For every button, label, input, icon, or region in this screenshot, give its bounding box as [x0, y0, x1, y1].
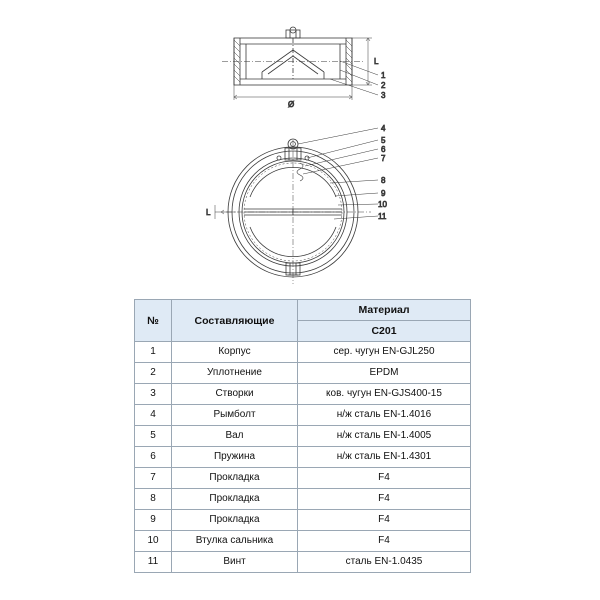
cell-component: Прокладка	[172, 510, 298, 531]
cell-material: F4	[298, 489, 471, 510]
dim-length-top-label: L	[374, 57, 379, 66]
parts-table	[134, 299, 471, 573]
cell-material: н/ж сталь EN-1.4301	[298, 447, 471, 468]
header-material: Материал	[298, 300, 471, 321]
cell-material: F4	[298, 468, 471, 489]
callout-6: 6	[381, 145, 386, 154]
cell-component: Корпус	[172, 342, 298, 363]
section-view	[222, 27, 364, 85]
dim-length-front-label: L	[206, 208, 211, 217]
callout-3: 3	[381, 91, 386, 100]
cell-component: Вал	[172, 426, 298, 447]
technical-drawing	[0, 0, 600, 295]
callout-5: 5	[381, 136, 386, 145]
header-material-code: C201	[298, 321, 471, 342]
cell-number: 4	[135, 405, 172, 426]
cell-component: Рымболт	[172, 405, 298, 426]
cell-number: 9	[135, 510, 172, 531]
cell-number: 10	[135, 531, 172, 552]
cell-number: 3	[135, 384, 172, 405]
callout-2: 2	[381, 81, 386, 90]
table-body	[135, 342, 471, 573]
table-row	[135, 489, 471, 510]
table-row	[135, 552, 471, 573]
table-row	[135, 405, 471, 426]
callout-8: 8	[381, 176, 386, 185]
cell-number: 5	[135, 426, 172, 447]
cell-number: 1	[135, 342, 172, 363]
parts-table-container	[134, 299, 467, 573]
dimension-diameter	[234, 85, 352, 100]
table-row	[135, 384, 471, 405]
cell-material: F4	[298, 531, 471, 552]
cell-material: ков. чугун EN-GJS400-15	[298, 384, 471, 405]
callout-4: 4	[381, 124, 386, 133]
table-header	[135, 300, 471, 342]
cell-component: Пружина	[172, 447, 298, 468]
front-view	[215, 139, 371, 284]
table-header-row	[135, 300, 471, 321]
callout-leaders-top	[330, 61, 378, 95]
header-number: №	[135, 300, 172, 342]
cell-material: F4	[298, 510, 471, 531]
cell-number: 6	[135, 447, 172, 468]
cell-material: н/ж сталь EN-1.4016	[298, 405, 471, 426]
cell-component: Уплотнение	[172, 363, 298, 384]
cell-component: Прокладка	[172, 468, 298, 489]
callout-11: 11	[378, 212, 387, 221]
table-row	[135, 426, 471, 447]
dim-diameter-label: Ø	[288, 100, 295, 109]
table-row	[135, 531, 471, 552]
table-row	[135, 342, 471, 363]
cell-number: 7	[135, 468, 172, 489]
callout-10: 10	[378, 200, 387, 209]
callout-1: 1	[381, 71, 386, 80]
cell-component: Втулка сальника	[172, 531, 298, 552]
callout-7: 7	[381, 154, 386, 163]
cell-material: н/ж сталь EN-1.4005	[298, 426, 471, 447]
cell-component: Створки	[172, 384, 298, 405]
cell-material: сер. чугун EN-GJL250	[298, 342, 471, 363]
table-row	[135, 510, 471, 531]
callout-leaders-front	[298, 128, 378, 219]
cell-number: 2	[135, 363, 172, 384]
cell-material: сталь EN-1.0435	[298, 552, 471, 573]
table-row	[135, 447, 471, 468]
table-row	[135, 468, 471, 489]
header-component: Составляющие	[172, 300, 298, 342]
cell-number: 11	[135, 552, 172, 573]
cell-number: 8	[135, 489, 172, 510]
callout-9: 9	[381, 189, 386, 198]
cell-component: Винт	[172, 552, 298, 573]
cell-material: EPDM	[298, 363, 471, 384]
cell-component: Прокладка	[172, 489, 298, 510]
table-row	[135, 363, 471, 384]
